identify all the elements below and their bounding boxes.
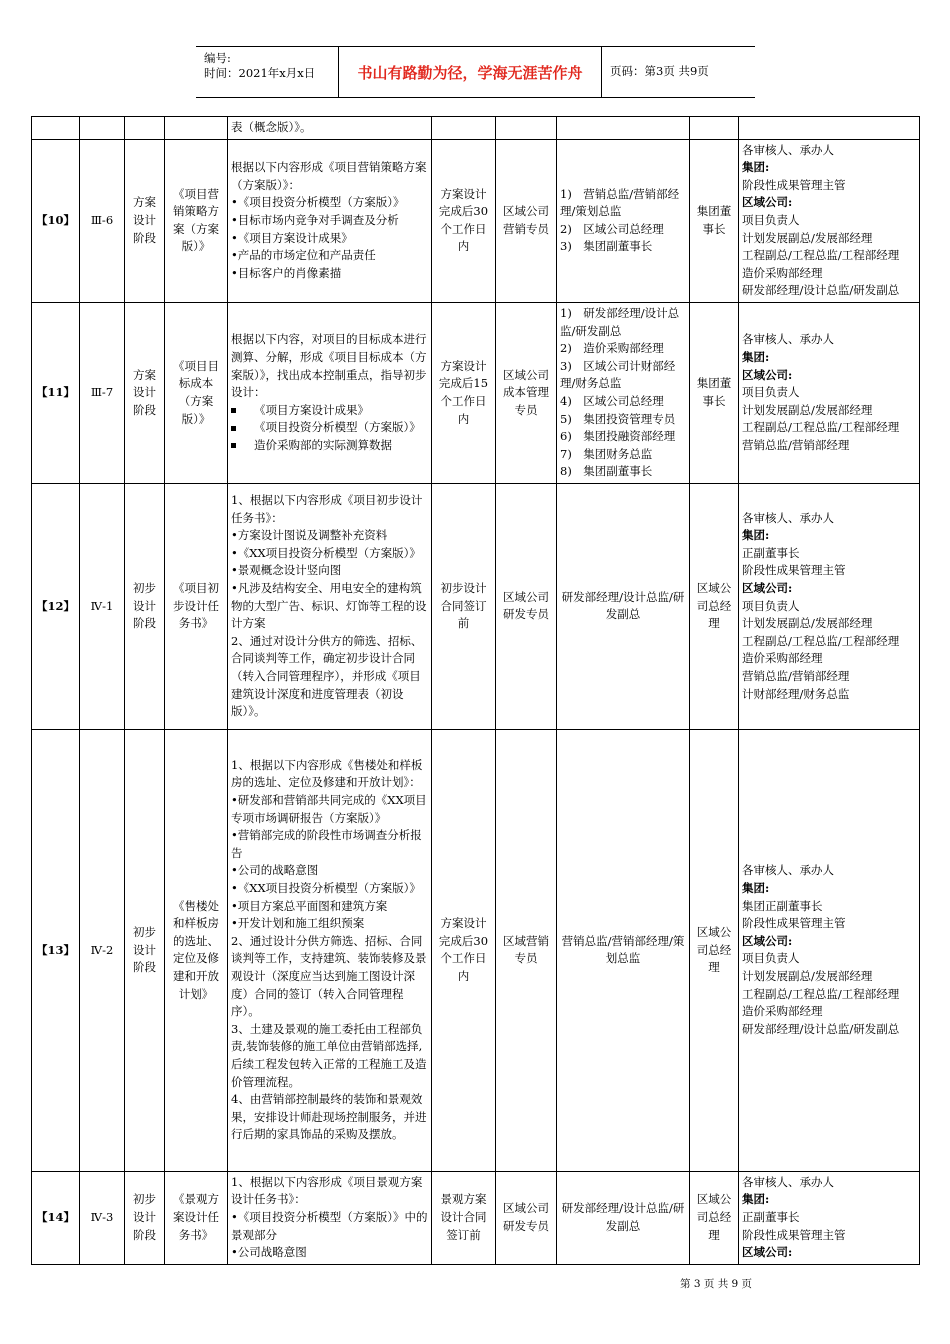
bullet-square-icon bbox=[231, 408, 236, 413]
distribution-heading: 集团: bbox=[742, 349, 770, 364]
row-approver: 集团董事长 bbox=[690, 139, 739, 302]
description-line: •项目方案总平面图和建筑方案 bbox=[231, 898, 388, 913]
row-description bbox=[228, 302, 432, 483]
row-approver: 集团董事长 bbox=[690, 302, 739, 483]
row-time: 方案设计完成后15个工作日内 bbox=[432, 302, 496, 483]
row-distribution bbox=[739, 483, 920, 729]
distribution-heading: 区域公司: bbox=[742, 933, 793, 948]
row-output: 《项目初步设计任务书》 bbox=[165, 483, 228, 729]
distribution-item: 计财部经理/财务总监 bbox=[742, 686, 850, 701]
reviewer-item: 2) 区域公司总经理 bbox=[560, 221, 664, 236]
bullet-square-icon bbox=[231, 443, 236, 448]
row-index: 【13】 bbox=[32, 729, 80, 1171]
row-time: 方案设计完成后30个工作日内 bbox=[432, 729, 496, 1171]
description-line: 《项目投资分析模型（方案版）》 bbox=[231, 419, 428, 437]
distribution-item: 集团正副董事长 bbox=[742, 898, 823, 913]
page-footer: 第 3 页 共 9 页 bbox=[680, 1278, 753, 1290]
row-output: 《项目目标成本（方案版）》 bbox=[165, 302, 228, 483]
distribution-heading: 区域公司: bbox=[742, 367, 793, 382]
description-line: •公司战略意图 bbox=[231, 1245, 307, 1260]
row-output: 《景观方案设计任务书》 bbox=[165, 1171, 228, 1264]
description-line: 2、通过对设计分供方的筛选、招标、合同谈判等工作，确定初步设计合同（转入合同管理程序），并形成《项目建筑设计深度和进度管理表（初设版）》。 bbox=[231, 633, 423, 719]
row-approver: 区域公司总经理 bbox=[690, 729, 739, 1171]
distribution-item: 工程副总/工程总监/工程部经理 bbox=[742, 986, 900, 1001]
row-approver: 区域公司总经理 bbox=[690, 483, 739, 729]
row-phase: 初步设计阶段 bbox=[125, 483, 165, 729]
distribution-item: 造价采购部经理 bbox=[742, 265, 823, 280]
reviewer-item: 3) 区域公司计财部经理/财务总监 bbox=[560, 358, 676, 391]
row-owner: 区域公司成本管理专员 bbox=[496, 302, 557, 483]
description-line: •开发计划和施工组织预案 bbox=[231, 916, 365, 931]
description-line: •方案设计图说及调整补充资料 bbox=[231, 528, 388, 543]
row-distribution bbox=[739, 139, 920, 302]
distribution-item: 阶段性成果管理主管 bbox=[742, 177, 846, 192]
table-row bbox=[32, 302, 920, 483]
row-owner: 区域公司营销专员 bbox=[496, 139, 557, 302]
row-code: Ⅳ-1 bbox=[80, 483, 125, 729]
row-reviewers: 研发部经理/设计总监/研发副总 bbox=[557, 1171, 690, 1264]
distribution-heading: 集团: bbox=[742, 1192, 770, 1207]
header-left bbox=[204, 51, 315, 81]
description-line: 2、通过设计分供方筛选、招标、合同谈判等工作，支持建筑、装饰装修及景观设计（深度应当达到施工图设计深度）合同的签订（转入合同管理程序）。 bbox=[231, 933, 427, 1019]
distribution-item: 项目负责人 bbox=[742, 385, 800, 400]
row-description bbox=[228, 483, 432, 729]
process-table bbox=[31, 116, 920, 1265]
row-index: 【10】 bbox=[32, 139, 80, 302]
bullet-square-icon bbox=[231, 426, 236, 431]
distribution-item: 造价采购部经理 bbox=[742, 1004, 823, 1019]
row-phase: 方案设计阶段 bbox=[125, 302, 165, 483]
row-owner: 区域营销专员 bbox=[496, 729, 557, 1171]
reviewer-item: 8) 集团副董事长 bbox=[560, 464, 653, 479]
distribution-item: 工程副总/工程总监/工程部经理 bbox=[742, 633, 900, 648]
description-line: 4、由营销部控制最终的装饰和景观效果，安排设计师赴现场控制服务，并进行后期的家具饰品的采购及摆放。 bbox=[231, 1092, 427, 1142]
distribution-item: 项目负责人 bbox=[742, 951, 800, 966]
distribution-item: 正副董事长 bbox=[742, 545, 800, 560]
description-line: •《XX项目投资分析模型（方案版）》 bbox=[231, 881, 421, 895]
reviewer-item: 7) 集团财务总监 bbox=[560, 446, 653, 461]
description-line: 1、根据以下内容形成《项目景观方案设计任务书》： bbox=[231, 1174, 423, 1207]
distribution-item: 项目负责人 bbox=[742, 598, 800, 613]
description-line: 根据以下内容形成《项目营销策略方案（方案版）》： bbox=[231, 160, 427, 192]
description-line: •目标客户的肖像素描 bbox=[231, 265, 342, 280]
distribution-item: 阶段性成果管理主管 bbox=[742, 916, 846, 931]
distribution-item: 各审核人、承办人 bbox=[742, 863, 834, 878]
row-index: 【11】 bbox=[32, 302, 80, 483]
description-line: •产品的市场定位和产品责任 bbox=[231, 248, 376, 263]
row-distribution bbox=[739, 302, 920, 483]
distribution-heading: 区域公司: bbox=[742, 580, 793, 595]
row-time: 初步设计合同签订前 bbox=[432, 483, 496, 729]
distribution-heading: 集团: bbox=[742, 528, 770, 543]
description-line: •营销部完成的阶段性市场调查分析报告 bbox=[231, 828, 422, 860]
distribution-item: 研发部经理/设计总监/研发副总 bbox=[742, 283, 900, 298]
reviewer-item: 3) 集团副董事长 bbox=[560, 239, 653, 254]
row-distribution bbox=[739, 1171, 920, 1264]
reviewer-item: 4) 区域公司总经理 bbox=[560, 393, 664, 408]
row-code: Ⅲ-7 bbox=[80, 302, 125, 483]
row-output: 《售楼处和样板房的选址、定位及修建和开放计划》 bbox=[165, 729, 228, 1171]
distribution-item: 工程副总/工程总监/工程部经理 bbox=[742, 248, 900, 263]
row-reviewers: 营销总监/营销部经理/策划总监 bbox=[557, 729, 690, 1171]
description-line: •《项目投资分析模型（方案版）》 bbox=[231, 195, 405, 210]
row-description bbox=[228, 729, 432, 1171]
distribution-item: 研发部经理/设计总监/研发副总 bbox=[742, 1021, 900, 1036]
description-line: 根据以下内容，对项目的目标成本进行测算、分解，形成《项目目标成本（方案版）》，找出成本控制重点，指导初步设计： bbox=[231, 332, 427, 400]
row-reviewers bbox=[557, 139, 690, 302]
reviewer-item: 6) 集团投融资部经理 bbox=[560, 429, 676, 444]
cont-desc: 表（概念版）》。 bbox=[228, 117, 432, 140]
description-line: •《XX项目投资分析模型（方案版）》 bbox=[231, 545, 421, 560]
table-row-continued bbox=[32, 117, 920, 140]
description-line: •凡涉及结构安全、用电安全的建构筑物的大型广告、标识、灯饰等工程的设计方案 bbox=[231, 580, 427, 631]
distribution-item: 各审核人、承办人 bbox=[742, 510, 834, 525]
reviewer-item: 5) 集团投资管理专员 bbox=[560, 411, 676, 426]
distribution-item: 计划发展副总/发展部经理 bbox=[742, 230, 873, 245]
row-phase: 初步设计阶段 bbox=[125, 729, 165, 1171]
distribution-item: 工程副总/工程总监/工程部经理 bbox=[742, 420, 900, 435]
description-line: 《项目方案设计成果》 bbox=[231, 402, 428, 420]
row-phase: 初步设计阶段 bbox=[125, 1171, 165, 1264]
header-page-label: 页码：第3页 共9页 bbox=[610, 64, 709, 78]
distribution-heading: 集团: bbox=[742, 881, 770, 895]
description-line: •公司的战略意图 bbox=[231, 863, 319, 878]
table-row bbox=[32, 729, 920, 1171]
distribution-item: 营销总监/营销部经理 bbox=[742, 668, 850, 683]
doc-number-label: 编号: bbox=[204, 51, 231, 65]
header-motto: 书山有路勤为径，学海无涯苦作舟 bbox=[338, 47, 602, 97]
row-time: 方案设计完成后30个工作日内 bbox=[432, 139, 496, 302]
reviewer-item: 1) 研发部经理/设计总监/研发副总 bbox=[560, 305, 680, 338]
distribution-item: 计划发展副总/发展部经理 bbox=[742, 402, 873, 417]
doc-time-label: 时间：2021年x月x日 bbox=[204, 66, 316, 80]
row-distribution bbox=[739, 729, 920, 1171]
row-description bbox=[228, 139, 432, 302]
row-description bbox=[228, 1171, 432, 1264]
row-approver: 区域公司总经理 bbox=[690, 1171, 739, 1264]
distribution-item: 各审核人、承办人 bbox=[742, 142, 834, 157]
distribution-heading: 区域公司: bbox=[742, 1245, 793, 1260]
table-row bbox=[32, 139, 920, 302]
row-index: 【12】 bbox=[32, 483, 80, 729]
distribution-item: 造价采购部经理 bbox=[742, 651, 823, 666]
row-owner: 区域公司研发专员 bbox=[496, 483, 557, 729]
description-line: 1、根据以下内容形成《项目初步设计任务书》： bbox=[231, 493, 423, 525]
row-owner: 区域公司研发专员 bbox=[496, 1171, 557, 1264]
description-line: 3、土建及景观的施工委托由工程部负责,装饰装修的施工单位由营销部选择,后续工程发包转入正常的工程施工及造价管理流程。 bbox=[231, 1021, 427, 1089]
distribution-heading: 集团: bbox=[742, 160, 770, 175]
description-line: •研发部和营销部共同完成的《XX项目专项市场调研报告（方案版）》 bbox=[231, 793, 427, 825]
page-header bbox=[196, 46, 755, 98]
table-row bbox=[32, 1171, 920, 1264]
description-line: 造价采购部的实际测算数据 bbox=[231, 437, 428, 455]
row-reviewers bbox=[557, 302, 690, 483]
distribution-item: 各审核人、承办人 bbox=[742, 1174, 834, 1189]
row-code: Ⅲ-6 bbox=[80, 139, 125, 302]
description-line: 1、根据以下内容形成《售楼处和样板房的选址、定位及修建和开放计划》： bbox=[231, 757, 423, 790]
distribution-item: 项目负责人 bbox=[742, 212, 800, 227]
row-phase: 方案设计阶段 bbox=[125, 139, 165, 302]
description-line: •《项目投资分析模型（方案版）》中的景观部分 bbox=[231, 1210, 428, 1242]
distribution-item: 阶段性成果管理主管 bbox=[742, 1227, 846, 1242]
row-time: 景观方案设计合同签订前 bbox=[432, 1171, 496, 1264]
reviewer-item: 2) 造价采购部经理 bbox=[560, 341, 664, 356]
row-index: 【14】 bbox=[32, 1171, 80, 1264]
distribution-item: 阶段性成果管理主管 bbox=[742, 563, 846, 578]
distribution-item: 计划发展副总/发展部经理 bbox=[742, 968, 873, 983]
row-code: Ⅳ-2 bbox=[80, 729, 125, 1171]
table-row bbox=[32, 483, 920, 729]
distribution-heading: 区域公司: bbox=[742, 195, 793, 210]
row-reviewers: 研发部经理/设计总监/研发副总 bbox=[557, 483, 690, 729]
description-line: •《项目方案设计成果》 bbox=[231, 230, 353, 245]
distribution-item: 营销总监/营销部经理 bbox=[742, 437, 850, 452]
distribution-item: 计划发展副总/发展部经理 bbox=[742, 616, 873, 631]
description-line: •景观概念设计竖向图 bbox=[231, 563, 342, 578]
distribution-item: 正副董事长 bbox=[742, 1210, 800, 1225]
description-line: •目标市场内竞争对手调查及分析 bbox=[231, 212, 399, 227]
distribution-item: 各审核人、承办人 bbox=[742, 332, 834, 347]
row-output: 《项目营销策略方案（方案版）》 bbox=[165, 139, 228, 302]
reviewer-item: 1) 营销总监/营销部经理/策划总监 bbox=[560, 186, 680, 219]
row-code: Ⅳ-3 bbox=[80, 1171, 125, 1264]
